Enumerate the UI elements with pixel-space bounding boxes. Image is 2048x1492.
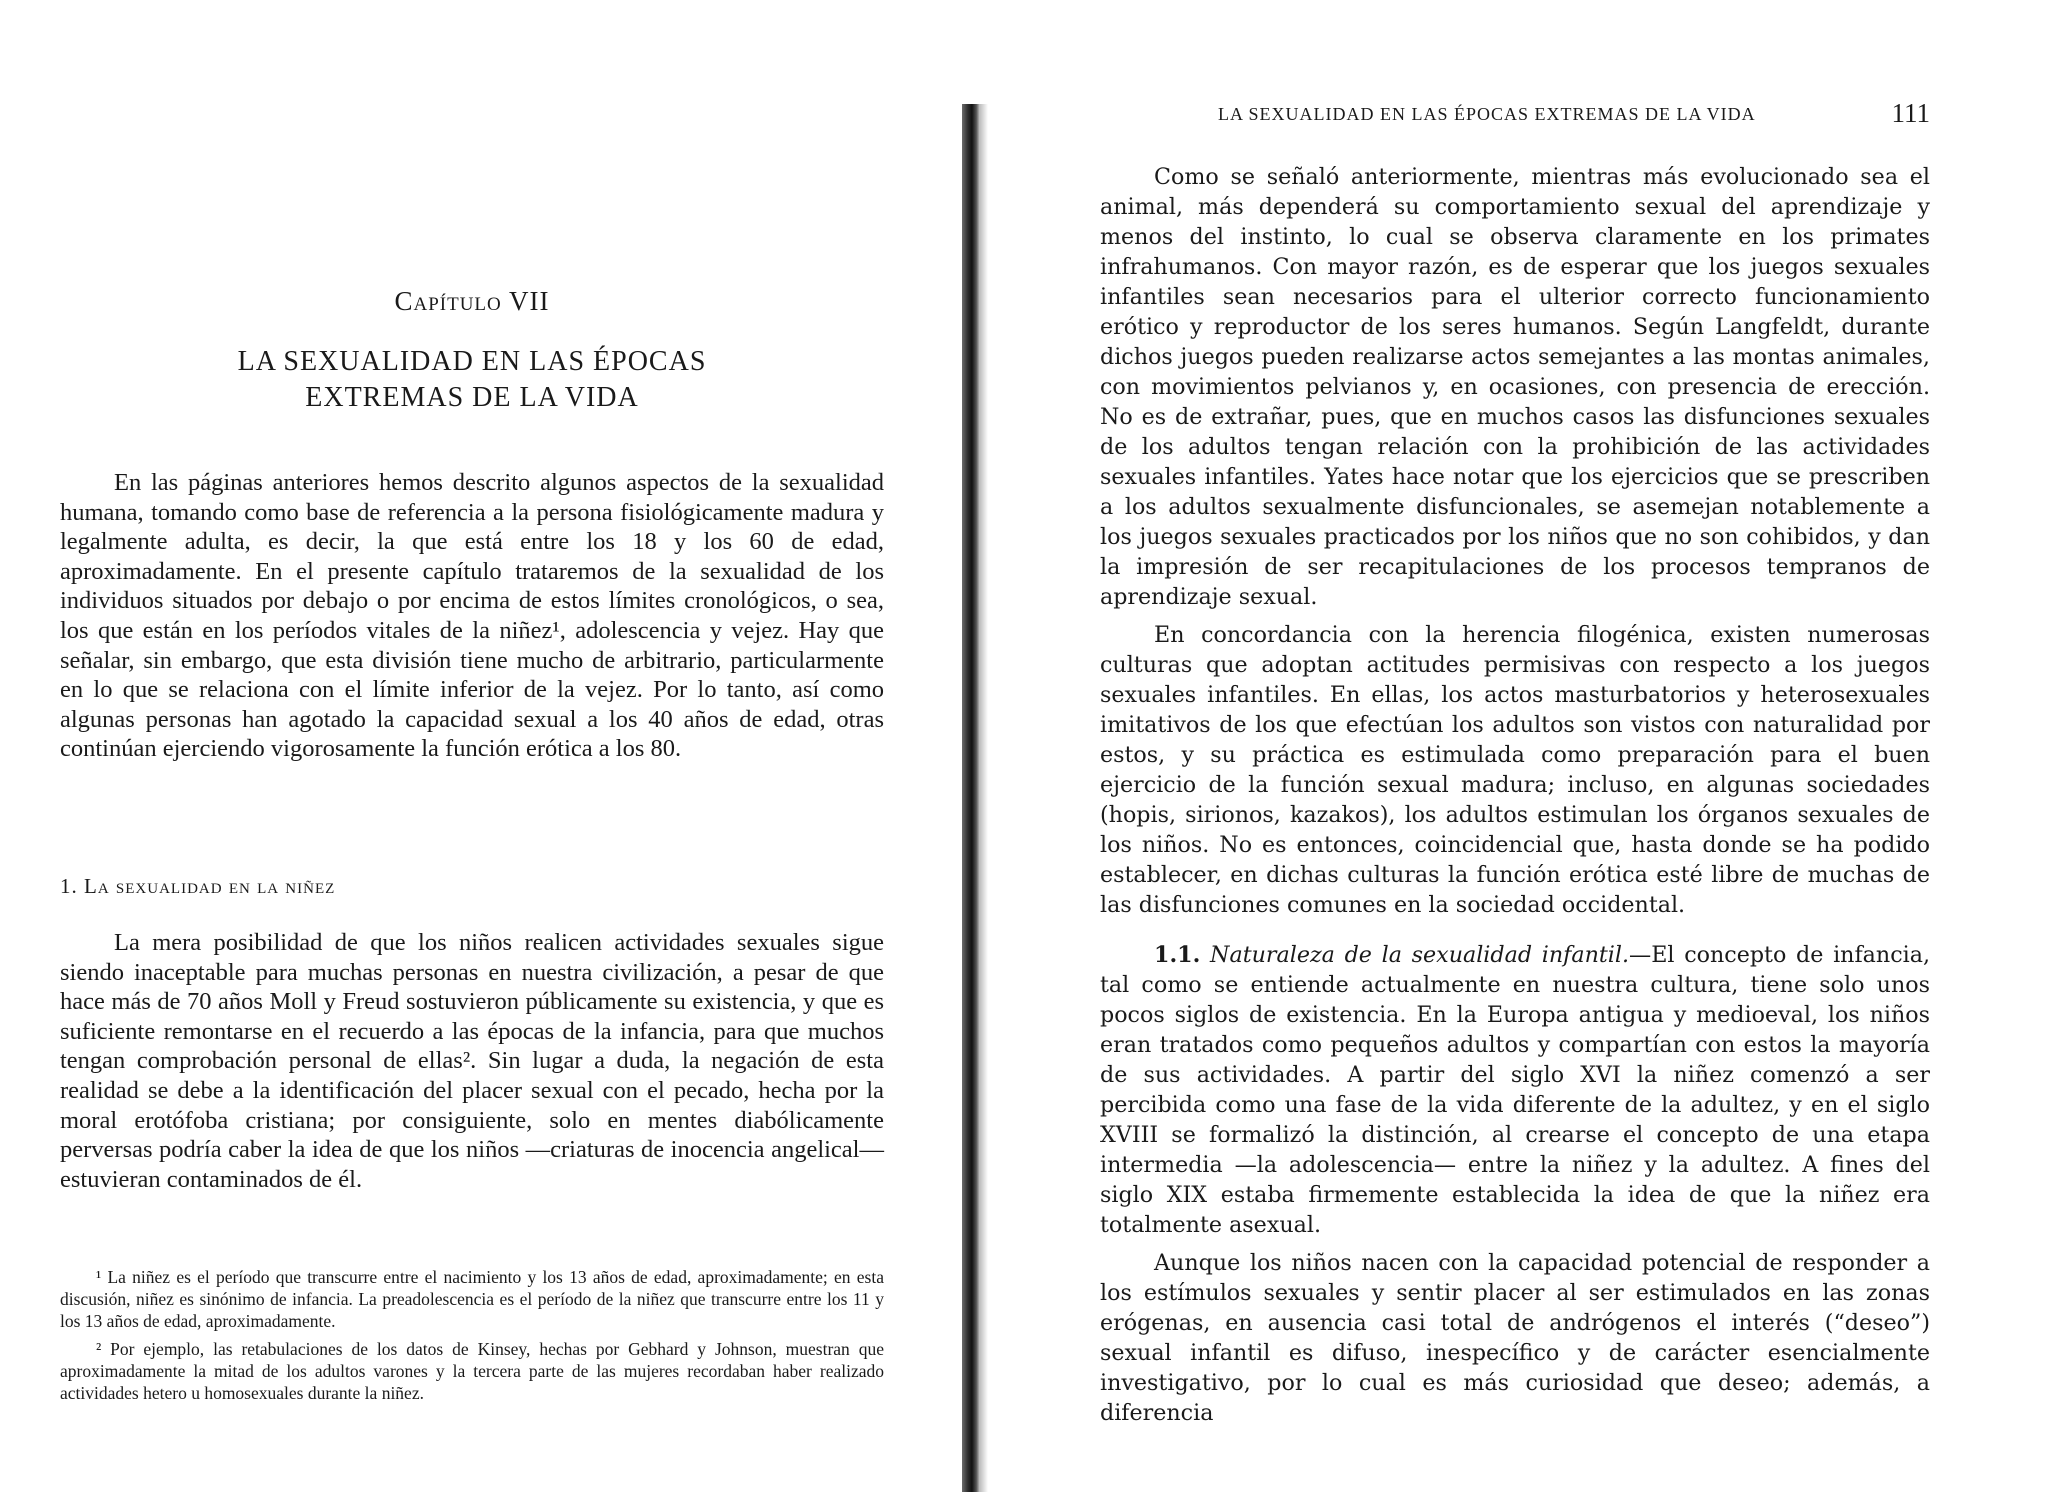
subsection-text: —El concepto de infancia, tal como se entiende actualmente en nuestra cultura, tiene solo unos pocos siglos de existencia. En la Europa antigua y medioeval, los niños eran tratados como pequeños adultos y compartían con estos la mayoría de sus actividades. A partir del siglo XVI la niñez comenzó a ser percibida como una fase de la vida diferente de la adultez, y en el siglo XVIII se formalizó la distinción, al crearse el concepto de una etapa intermedia —la adolescencia— entre la niñez y la adultez. A fines del siglo XIX estaba firmemente establecida la idea de que la niñez era totalmente asexual. xyxy=(1100,942,1930,1238)
book-gutter xyxy=(962,104,980,1492)
subsection-title: Naturaleza de la sexualidad infantil. xyxy=(1210,942,1630,968)
footnote-2: ² Por ejemplo, las retabulaciones de los datos de Kinsey, hechas por Gebhard y Johnson, muestran que aproximadamente la mitad de los adultos varones y la tercera parte de las mujeres recordaban haber realizado actividades hetero u homosexuales durante la niñez. xyxy=(60,1339,884,1403)
chapter-title-line-1: LA SEXUALIDAD EN LAS ÉPOCAS xyxy=(237,346,707,377)
subsection-paragraph xyxy=(1100,940,1930,1240)
chapter-title-line-2: EXTREMAS DE LA VIDA xyxy=(305,382,639,413)
paragraph-1: Como se señaló anteriormente, mientras más evolucionado sea el animal, más dependerá su comportamiento sexual del aprendizaje y menos del instinto, lo cual se observa claramente en los primates infrahumanos. Con mayor razón, es de esperar que los juegos sexuales infantiles sean necesarios para el ulterior correcto funcionamiento erótico y reproductor de los seres humanos. Según Langfeldt, durante dichos juegos pueden realizarse actos semejantes a las montas animales, con movimientos pelvianos y, en ocasiones, con presencia de erección. No es de extrañar, pues, que en muchos casos las disfunciones sexuales de los adultos tengan relación con la prohibición de las actividades sexuales infantiles. Yates hace notar que los ejercicios que se prescriben a los adultos sexualmente disfuncionales, se asemejan notablemente a los juegos sexuales practicados por los niños que no son cohibidos, y dan la impresión de ser recapitulaciones de los procesos tempranos de aprendizaje sexual. xyxy=(1100,164,1930,610)
running-head: LA SEXUALIDAD EN LAS ÉPOCAS EXTREMAS DE LA VIDA xyxy=(1218,104,1756,124)
left-page xyxy=(60,0,884,1492)
right-body xyxy=(1100,162,1930,1436)
section-1-paragraph: La mera posibilidad de que los niños realicen actividades sexuales sigue siendo inaceptable para muchas personas en nuestra civilización, a pesar de que hace más de 70 años Moll y Freud sostuvieron públicamente su existencia, y que es suficiente remontarse en el recuerdo a las épocas de la infancia, para que muchos tengan comprobación personal de ellas². Sin lugar a duda, la negación de esta realidad se debe a la identificación del placer sexual con el pecado, hecha por la moral erotófoba cristiana; por consiguiente, solo en mentes diabólicamente perversas podría caber la idea de que los niños —criaturas de inocencia angelical— estuvieran contaminados de él. xyxy=(60,929,884,1193)
section-1-body xyxy=(60,928,884,1194)
footnotes xyxy=(60,1266,884,1410)
footnote-1: ¹ La niñez es el período que transcurre entre el nacimiento y los 13 años de edad, aproximadamente; en esta discusión, niñez es sinónimo de infancia. La preadolescencia es el período de la niñez que transcurre entre los 11 y los 13 años de edad, aproximadamente. xyxy=(60,1267,884,1331)
paragraph-2: En concordancia con la herencia filogénica, existen numerosas culturas que adoptan actitudes permisivas con respecto a los juegos sexuales infantiles. En ellas, los actos masturbatorios y heterosexuales imitativos de los que efectúan los adultos son vistos con naturalidad por estos, y su práctica es estimulada como preparación para el buen ejercicio de la función sexual madura; incluso, en algunas sociedades (hopis, sirionos, kazakos), los adultos estimulan los órganos sexuales de los niños. No es entonces, coincidencial que, hasta donde se ha podido establecer, en dichas culturas la función erótica esté libre de muchas de las disfunciones comunes en la sociedad occidental. xyxy=(1100,622,1930,918)
chapter-title xyxy=(60,344,884,416)
chapter-label-text: Capítulo VII xyxy=(394,286,550,316)
chapter-label xyxy=(60,286,884,317)
paragraph-last: Aunque los niños nacen con la capacidad potencial de responder a los estímulos sexuales y sentir placer al ser estimulados en las zonas erógenas, en ausencia casi total de andrógenos el interés (“deseo”) sexual infantil es difuso, inespecífico y de carácter esencialmente investigativo, por lo cual es más curiosidad que deseo; además, a diferencia xyxy=(1100,1250,1930,1426)
gutter-shadow xyxy=(980,104,988,1492)
intro-paragraph: En las páginas anteriores hemos descrito algunos aspectos de la sexualidad humana, tomando como base de referencia a la persona fisiológicamente madura y legalmente adulta, es decir, la que está entre los 18 y los 60 de edad, aproximadamente. En el presente capítulo trataremos de la sexualidad de los individuos situados por debajo o por encima de estos límites cronológicos, o sea, los que están en los períodos vitales de la niñez¹, adolescencia y vejez. Hay que señalar, sin embargo, que esta división tiene mucho de arbitrario, particularmente en lo que se relaciona con el límite inferior de la vejez. Por lo tanto, así como algunas personas han agotado la capacidad sexual a los 40 años de edad, otras continúan ejerciendo vigorosamente la función erótica a los 80. xyxy=(60,469,884,763)
section-heading: 1. La sexualidad en la niñez xyxy=(60,874,336,898)
page-number: 111 xyxy=(1891,98,1930,128)
right-page xyxy=(1100,0,1930,1492)
subsection-number: 1.1. xyxy=(1154,942,1201,968)
intro-section xyxy=(60,468,884,764)
